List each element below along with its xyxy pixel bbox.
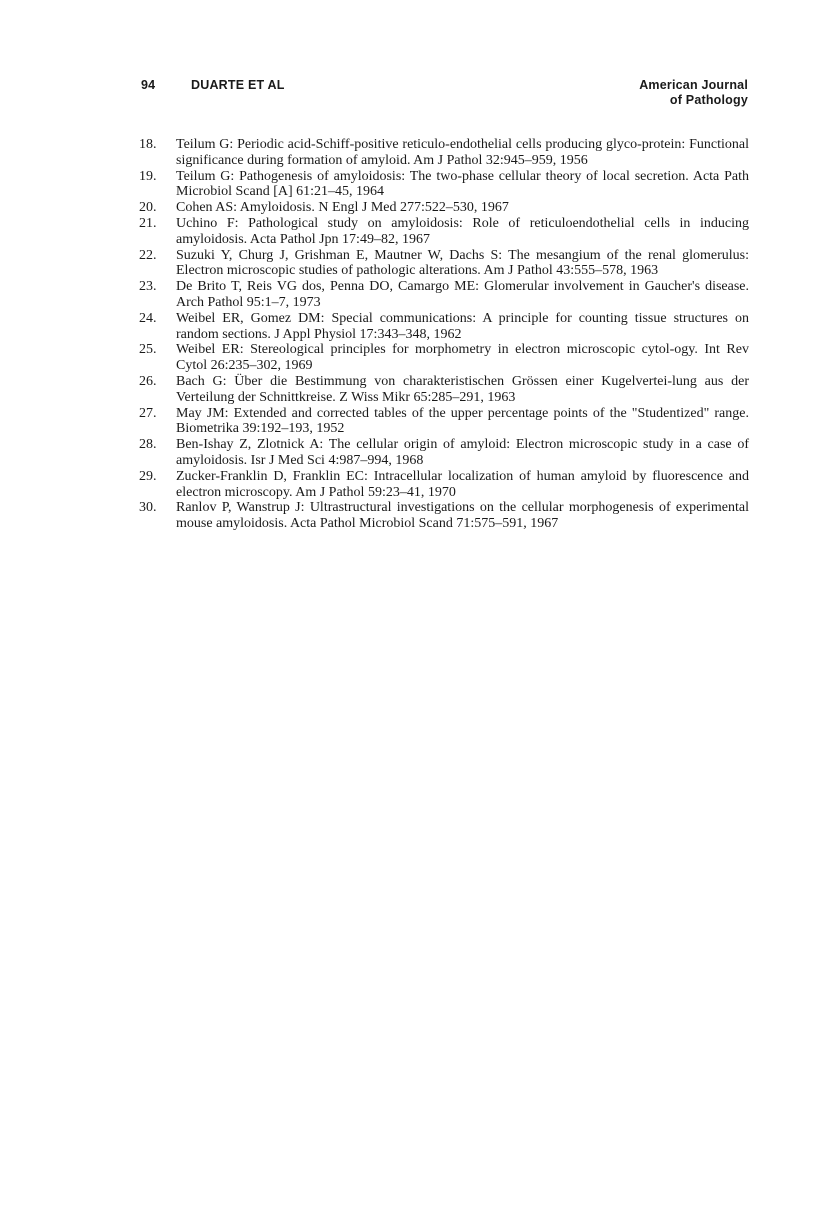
reference-number: 30.	[139, 500, 157, 516]
reference-number: 24.	[139, 310, 157, 326]
reference-item	[139, 248, 749, 280]
reference-text: Teilum G: Periodic acid-Schiff-positive reticulo-endothelial cells producing glyco-protein: Functional significance during formation of amyloid. Am J Pathol 32:945–959, 1956	[176, 137, 749, 168]
reference-text: Bach G: Über die Bestimmung von charakteristischen Grössen einer Kugelvertei-lung aus der Verteilung der Schnittkreise. Z Wiss Mikr 65:285–291, 1963	[176, 373, 749, 405]
reference-number: 26.	[139, 373, 157, 389]
reference-item	[139, 374, 749, 406]
journal-name-line1: American Journal	[639, 78, 748, 92]
reference-number: 19.	[139, 168, 157, 184]
reference-number: 28.	[139, 437, 157, 453]
reference-item	[139, 216, 749, 248]
journal-name-line2: of Pathology	[669, 93, 748, 107]
reference-text: Cohen AS: Amyloidosis. N Engl J Med 277:522–530, 1967	[176, 200, 509, 216]
reference-text: Zucker-Franklin D, Franklin EC: Intracellular localization of human amyloid by fluorescence and electron microscopy. Am J Pathol 59:23–41, 1970	[176, 468, 749, 500]
reference-text: May JM: Extended and corrected tables of the upper percentage points of the "Studentized" range. Biometrika 39:192–193, 1952	[176, 405, 749, 437]
page-number: 94	[141, 78, 156, 92]
reference-list	[139, 137, 749, 532]
reference-number: 27.	[139, 405, 157, 421]
reference-text: Teilum G: Pathogenesis of amyloidosis: The two-phase cellular theory of local secretion. Acta Path Microbiol Scand [A] 61:21–45, 1964	[176, 168, 749, 200]
reference-item	[139, 406, 749, 438]
reference-text: Weibel ER, Gomez DM: Special communications: A principle for counting tissue structures on random sections. J Appl Physiol 17:343–348, 1962	[176, 310, 749, 342]
reference-item	[139, 500, 749, 532]
reference-text: De Brito T, Reis VG dos, Penna DO, Camargo ME: Glomerular involvement in Gaucher's disease. Arch Pathol 95:1–7, 1973	[176, 279, 749, 310]
reference-number: 22.	[139, 247, 157, 263]
reference-number: 20.	[139, 200, 157, 216]
reference-text: Uchino F: Pathological study on amyloidosis: Role of reticuloendothelial cells in inducing amyloidosis. Acta Pathol Jpn 17:49–82, 1967	[176, 215, 749, 247]
reference-number: 18.	[139, 137, 157, 152]
reference-item	[139, 342, 749, 374]
reference-item	[139, 137, 749, 169]
reference-item	[139, 200, 749, 216]
reference-number: 29.	[139, 468, 157, 484]
reference-item	[139, 311, 749, 343]
reference-number: 23.	[139, 279, 157, 295]
reference-text: Weibel ER: Stereological principles for morphometry in electron microscopic cytol-ogy. Int Rev Cytol 26:235–302, 1969	[176, 342, 749, 374]
reference-item	[139, 279, 749, 311]
reference-text: Ben-Ishay Z, Zlotnick A: The cellular origin of amyloid: Electron microscopic study in a case of amyloidosis. Isr J Med Sci 4:987–994, 1968	[176, 437, 749, 468]
reference-number: 21.	[139, 215, 157, 231]
reference-item	[139, 169, 749, 201]
reference-text: Suzuki Y, Churg J, Grishman E, Mautner W, Dachs S: The mesangium of the renal glomerulus: Electron microscopic studies of pathologic alterations. Am J Pathol 43:555–578, 1963	[176, 247, 749, 279]
page-header	[141, 78, 748, 112]
reference-text: Ranlov P, Wanstrup J: Ultrastructural investigations on the cellular morphogenesis of experimental mouse amyloidosis. Acta Pathol Microbiol Scand 71:575–591, 1967	[176, 500, 749, 532]
reference-number: 25.	[139, 342, 157, 358]
journal-name	[639, 78, 748, 108]
running-head: DUARTE ET AL	[191, 78, 285, 92]
reference-item	[139, 437, 749, 469]
reference-item	[139, 469, 749, 501]
